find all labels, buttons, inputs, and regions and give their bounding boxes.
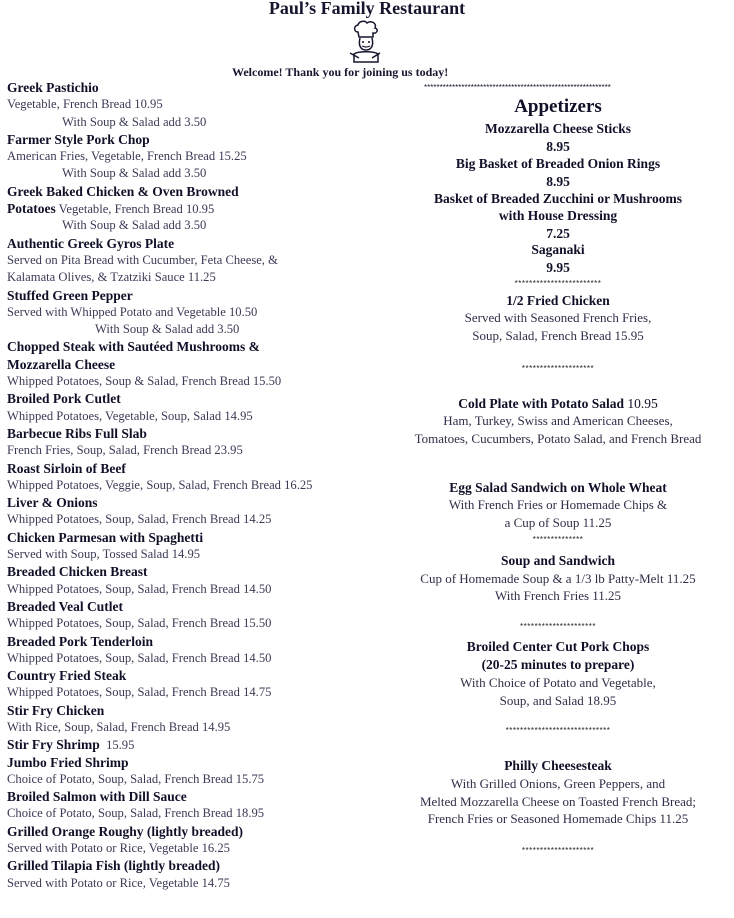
menu-item-desc: With Rice, Soup, Salad, French Bread 14.95 bbox=[7, 719, 231, 734]
menu-item-price: 7.25 bbox=[546, 226, 570, 241]
menu-item-name: Breaded Veal Cutlet bbox=[7, 598, 124, 614]
menu-item-desc: With Grilled Onions, Green Peppers, and bbox=[450, 776, 666, 791]
menu-item-desc: Served with Potato or Rice, Vegetable 14.75 bbox=[7, 875, 230, 890]
menu-item-desc: Soup, Salad, French Bread 15.95 bbox=[472, 328, 644, 343]
menu-item-name-text: Cold Plate with Potato Salad bbox=[458, 396, 624, 411]
menu-item-name: Soup and Sandwich bbox=[500, 553, 616, 568]
menu-item-desc: Whipped Potatoes, Veggie, Soup, Salad, French Bread 16.25 bbox=[7, 477, 313, 492]
menu-item-name: Broiled Salmon with Dill Sauce bbox=[7, 789, 187, 805]
menu-item-name: Grilled Tilapia Fish (lightly breaded) bbox=[7, 858, 221, 874]
menu-item-name: Broiled Pork Cutlet bbox=[7, 391, 121, 407]
menu-item-desc: Choice of Potato, Soup, Salad, French Bread 18.95 bbox=[7, 806, 265, 821]
menu-item-name: (20-25 minutes to prepare) bbox=[481, 657, 635, 672]
menu-item-name: Chicken Parmesan with Spaghetti bbox=[7, 529, 204, 545]
menu-item-name: Stir Fry Chicken bbox=[7, 702, 105, 718]
menu-item-desc: Served with Seasoned French Fries, bbox=[464, 310, 652, 325]
divider-stars: ******************** bbox=[521, 846, 595, 855]
menu-item-desc: Choice of Potato, Soup, Salad, French Bread 15.75 bbox=[7, 771, 265, 786]
menu-item-name: Barbecue Ribs Full Slab bbox=[7, 425, 147, 441]
menu-item-price: 8.95 bbox=[546, 174, 570, 189]
menu-item-desc: Whipped Potatoes, Soup, Salad, French Bread 14.50 bbox=[7, 650, 272, 665]
divider-stars: ************************************************************ bbox=[424, 83, 611, 92]
menu-item-price: 9.95 bbox=[546, 260, 570, 275]
menu-item-name: Breaded Pork Tenderloin bbox=[7, 633, 154, 649]
menu-item-desc: Melted Mozzarella Cheese on Toasted French Bread; bbox=[419, 794, 697, 809]
menu-item-name: Big Basket of Breaded Onion Rings bbox=[455, 156, 661, 171]
menu-item-desc: Served with Potato or Rice, Vegetable 16.25 bbox=[7, 841, 230, 856]
menu-item-desc: French Fries or Seasoned Homemade Chips 11.25 bbox=[427, 811, 689, 826]
menu-item-desc: Vegetable, French Bread 10.95 bbox=[7, 97, 163, 112]
welcome-message: Welcome! Thank you for joining us today! bbox=[232, 65, 449, 79]
menu-item-name: Greek Baked Chicken & Oven Browned bbox=[7, 183, 239, 199]
divider-stars: ******************** bbox=[521, 364, 595, 373]
menu-item-desc: With French Fries or Homemade Chips & bbox=[448, 497, 668, 512]
menu-item-name: Farmer Style Pork Chop bbox=[7, 131, 150, 147]
menu-item-name bbox=[7, 200, 357, 217]
divider-stars: ************************ bbox=[514, 279, 602, 288]
menu-item-name: Authentic Greek Gyros Plate bbox=[7, 235, 175, 251]
menu-item-addon: With Soup & Salad add 3.50 bbox=[95, 322, 240, 337]
menu-item-desc: Served on Pita Bread with Cucumber, Feta Cheese, & bbox=[7, 252, 278, 267]
menu-item-name: Grilled Orange Roughy (lightly breaded) bbox=[7, 823, 244, 839]
menu-item-name: 1/2 Fried Chicken bbox=[506, 293, 610, 308]
menu-item-name: Stuffed Green Pepper bbox=[7, 287, 133, 303]
menu-item-name: Liver & Onions bbox=[7, 495, 98, 511]
menu-item-name: Country Fried Steak bbox=[7, 668, 127, 684]
menu-item-price: 8.95 bbox=[546, 139, 570, 154]
divider-stars: ************** bbox=[532, 535, 584, 544]
menu-item-desc: Ham, Turkey, Swiss and American Cheeses, bbox=[443, 413, 673, 428]
chef-icon bbox=[346, 20, 384, 64]
menu-item-name-text: Stir Fry Shrimp bbox=[7, 737, 100, 753]
menu-item-name: Breaded Chicken Breast bbox=[7, 564, 148, 580]
menu-item-addon: With Soup & Salad add 3.50 bbox=[62, 114, 207, 129]
menu-item-desc: Served with Soup, Tossed Salad 14.95 bbox=[7, 547, 201, 562]
menu-item-price: 10.95 bbox=[624, 396, 658, 411]
menu-item-name: Broiled Center Cut Pork Chops bbox=[466, 639, 650, 654]
menu-item-desc: Tomatoes, Cucumbers, Potato Salad, and French Bread bbox=[414, 431, 702, 446]
menu-item-name bbox=[7, 736, 357, 753]
menu-item-desc: Served with Whipped Potato and Vegetable 10.50 bbox=[7, 304, 258, 319]
menu-item-name: Egg Salad Sandwich on Whole Wheat bbox=[449, 480, 667, 495]
menu-item-desc: a Cup of Soup 11.25 bbox=[504, 515, 612, 530]
menu-item-desc: French Fries, Soup, Salad, French Bread 23.95 bbox=[7, 443, 243, 458]
menu-item-desc: Whipped Potatoes, Soup, Salad, French Bread 14.75 bbox=[7, 685, 272, 700]
menu-item-name: Philly Cheesesteak bbox=[504, 758, 612, 773]
main-menu-list bbox=[7, 79, 357, 892]
menu-item-name: Greek Pastichio bbox=[7, 80, 99, 95]
menu-item-name: Mozzarella Cheese bbox=[7, 356, 116, 372]
menu-item-addon: With Soup & Salad add 3.50 bbox=[62, 218, 207, 233]
menu-item-name: Mozzarella Cheese Sticks bbox=[485, 121, 631, 136]
menu-item-desc: With French Fries 11.25 bbox=[494, 588, 622, 603]
menu-item-name bbox=[384, 396, 732, 412]
menu-item-desc: Soup, and Salad 18.95 bbox=[499, 693, 617, 708]
divider-stars: ********************* bbox=[520, 622, 596, 631]
menu-item-desc: Whipped Potatoes, Soup, Salad, French Bread 14.25 bbox=[7, 512, 272, 527]
menu-item-desc: American Fries, Vegetable, French Bread 15.25 bbox=[7, 149, 247, 164]
menu-item-desc: Whipped Potatoes, Soup, Salad, French Bread 15.50 bbox=[7, 616, 272, 631]
menu-item-desc: Cup of Homemade Soup & a 1/3 lb Patty-Melt 11.25 bbox=[420, 571, 696, 586]
menu-item-name: Jumbo Fried Shrimp bbox=[7, 754, 129, 770]
menu-item-desc: Vegetable, French Bread 10.95 bbox=[55, 202, 215, 217]
menu-item-addon: With Soup & Salad add 3.50 bbox=[62, 166, 207, 181]
menu-item-name: with House Dressing bbox=[498, 208, 618, 223]
menu-item-desc: 15.95 bbox=[99, 738, 135, 753]
divider-stars: ***************************** bbox=[505, 726, 611, 735]
menu-item-name-text: Potatoes bbox=[7, 201, 56, 217]
menu-item-desc: Whipped Potatoes, Soup, Salad, French Bread 14.50 bbox=[7, 581, 272, 596]
menu-item-name: Chopped Steak with Sautéed Mushrooms & bbox=[7, 339, 260, 355]
restaurant-name: Paul’s Family Restaurant bbox=[268, 0, 466, 18]
menu-item-name: Basket of Breaded Zucchini or Mushrooms bbox=[434, 191, 682, 206]
menu-item-desc: Whipped Potatoes, Soup & Salad, French Bread 15.50 bbox=[7, 374, 282, 389]
appetizers-heading: Appetizers bbox=[514, 96, 602, 117]
menu-item-desc: With Choice of Potato and Vegetable, bbox=[460, 675, 656, 690]
menu-item-desc: Whipped Potatoes, Vegetable, Soup, Salad 14.95 bbox=[7, 408, 253, 423]
menu-item-name: Saganaki bbox=[531, 242, 585, 257]
menu-item-name: Roast Sirloin of Beef bbox=[7, 460, 126, 476]
menu-item-desc: Kalamata Olives, & Tzatziki Sauce 11.25 bbox=[7, 270, 216, 285]
